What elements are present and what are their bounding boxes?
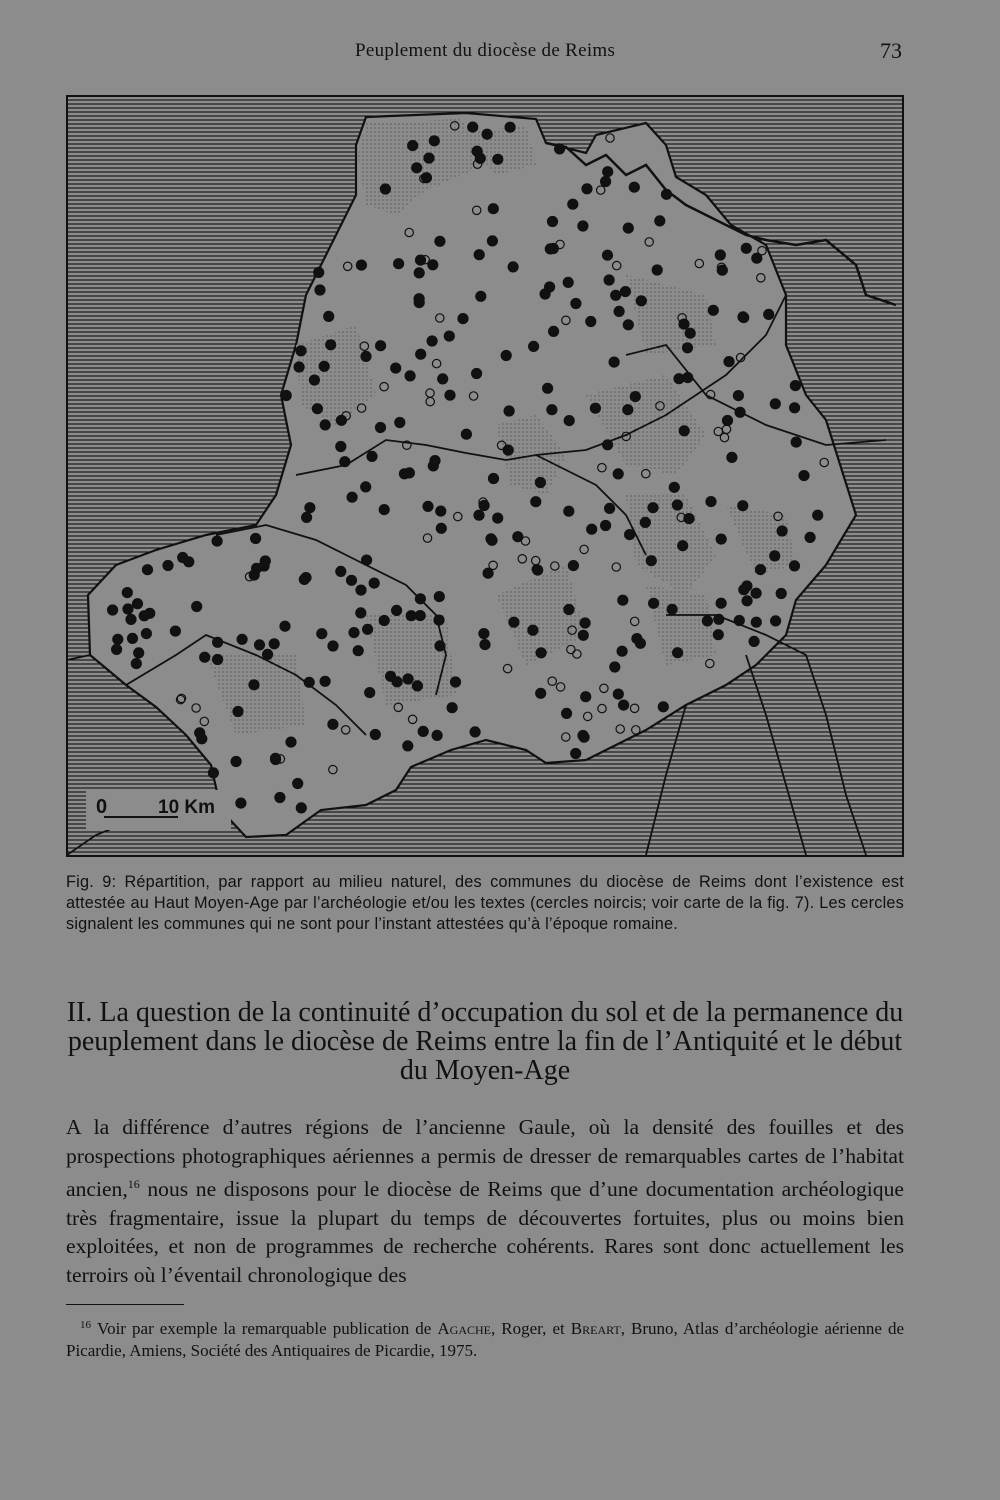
attested-commune-marker — [406, 611, 416, 621]
attested-commune-marker — [394, 259, 404, 269]
attested-commune-marker — [367, 451, 377, 461]
attested-commune-marker — [582, 184, 592, 194]
attested-commune-marker — [237, 634, 247, 644]
attested-commune-marker — [231, 757, 241, 767]
attested-commune-marker — [391, 363, 401, 373]
attested-commune-marker — [505, 122, 515, 132]
attested-commune-marker — [435, 641, 445, 651]
attested-commune-marker — [713, 630, 723, 640]
attested-commune-marker — [609, 357, 619, 367]
attested-commune-marker — [380, 184, 390, 194]
note-reference: 16 — [127, 1177, 140, 1191]
attested-commune-marker — [369, 578, 379, 588]
attested-commune-marker — [434, 615, 444, 625]
attested-commune-marker — [134, 648, 144, 658]
attested-commune-marker — [356, 585, 366, 595]
attested-commune-marker — [304, 677, 314, 687]
attested-commune-marker — [603, 440, 613, 450]
attested-commune-marker — [578, 221, 588, 231]
attested-commune-marker — [349, 628, 359, 638]
attested-commune-marker — [715, 250, 725, 260]
attested-commune-marker — [192, 602, 202, 612]
attested-commune-marker — [312, 404, 322, 414]
attested-commune-marker — [251, 534, 261, 544]
page-number: 73 — [880, 38, 902, 63]
attested-commune-marker — [141, 629, 151, 639]
running-head — [0, 38, 1000, 68]
attested-commune-marker — [733, 391, 743, 401]
attested-commune-marker — [314, 267, 324, 277]
attested-commune-marker — [610, 662, 620, 672]
attested-commune-marker — [611, 290, 621, 300]
attested-commune-marker — [399, 469, 409, 479]
footnote-author-2: Breart — [570, 1319, 621, 1338]
attested-commune-marker — [679, 426, 689, 436]
attested-commune-marker — [487, 236, 497, 246]
attested-commune-marker — [271, 753, 281, 763]
attested-commune-marker — [328, 641, 338, 651]
attested-commune-marker — [685, 328, 695, 338]
attested-commune-marker — [445, 390, 455, 400]
attested-commune-marker — [504, 406, 514, 416]
attested-commune-marker — [683, 343, 693, 353]
attested-commune-marker — [751, 588, 761, 598]
attested-commune-marker — [444, 331, 454, 341]
attested-commune-marker — [604, 275, 614, 285]
attested-commune-marker — [212, 536, 222, 546]
attested-commune-marker — [424, 153, 434, 163]
attested-commune-marker — [429, 136, 439, 146]
attested-commune-marker — [347, 575, 357, 585]
attested-commune-marker — [414, 298, 424, 308]
attested-commune-marker — [603, 250, 613, 260]
footnote-text-before: Voir par exemple la remarquable publication de — [97, 1319, 438, 1338]
attested-commune-marker — [126, 614, 136, 624]
attested-commune-marker — [548, 217, 558, 227]
attested-commune-marker — [652, 265, 662, 275]
attested-commune-marker — [474, 250, 484, 260]
attested-commune-marker — [361, 482, 371, 492]
section-title: La question de la continuité d’occupation du sol et de la permanence du peuplement dans le diocèse de Reims entre la fin de l’Antiquité et le début du Moyen-Age — [67, 997, 904, 1086]
footnote-text-after: , Bruno, Atlas d’archéologie aérienne de Picardie, Amiens, Société des Antiquaires de Picardie, 1975. — [66, 1319, 904, 1360]
attested-commune-marker — [564, 416, 574, 426]
attested-commune-marker — [739, 585, 749, 595]
attested-commune-marker — [412, 163, 422, 173]
footnote — [66, 1314, 904, 1362]
scale-zero: 0 — [96, 796, 108, 818]
attested-commune-marker — [403, 674, 413, 684]
attested-commune-marker — [673, 648, 683, 658]
attested-commune-marker — [764, 309, 774, 319]
attested-commune-marker — [777, 526, 787, 536]
attested-commune-marker — [436, 523, 446, 533]
attested-commune-marker — [749, 636, 759, 646]
attested-commune-marker — [293, 779, 303, 789]
attested-commune-marker — [249, 680, 259, 690]
attested-commune-marker — [213, 655, 223, 665]
attested-commune-marker — [508, 262, 518, 272]
attested-commune-marker — [200, 652, 210, 662]
attested-commune-marker — [108, 605, 118, 615]
attested-commune-marker — [302, 512, 312, 522]
attested-commune-marker — [623, 320, 633, 330]
attested-commune-marker — [724, 357, 734, 367]
attested-commune-marker — [790, 561, 800, 571]
attested-commune-marker — [296, 803, 306, 813]
attested-commune-marker — [799, 471, 809, 481]
attested-commune-marker — [581, 692, 591, 702]
attested-commune-marker — [365, 688, 375, 698]
attested-commune-marker — [568, 561, 578, 571]
attested-commune-marker — [535, 478, 545, 488]
attested-commune-marker — [208, 768, 218, 778]
attested-commune-marker — [320, 420, 330, 430]
attested-commune-marker — [706, 497, 716, 507]
attested-commune-marker — [620, 287, 630, 297]
attested-commune-marker — [370, 730, 380, 740]
attested-commune-marker — [436, 506, 446, 516]
attested-commune-marker — [392, 677, 402, 687]
attested-commune-marker — [328, 719, 338, 729]
attested-commune-marker — [317, 629, 327, 639]
attested-commune-marker — [493, 154, 503, 164]
footnote-author-1: Agache — [437, 1319, 491, 1338]
attested-commune-marker — [662, 189, 672, 199]
attested-commune-marker — [438, 374, 448, 384]
attested-commune-marker — [415, 594, 425, 604]
attested-commune-marker — [540, 289, 550, 299]
attested-commune-marker — [723, 416, 733, 426]
attested-commune-marker — [178, 553, 188, 563]
attested-commune-marker — [770, 399, 780, 409]
attested-commune-marker — [617, 646, 627, 656]
attested-commune-marker — [458, 314, 468, 324]
attested-commune-marker — [708, 305, 718, 315]
attested-commune-marker — [805, 532, 815, 542]
attested-commune-marker — [309, 375, 319, 385]
attested-commune-marker — [739, 313, 749, 323]
attested-commune-marker — [619, 700, 629, 710]
attested-commune-marker — [640, 517, 650, 527]
attested-commune-marker — [571, 299, 581, 309]
attested-commune-marker — [683, 373, 693, 383]
footnote-rule — [66, 1304, 184, 1305]
attested-commune-marker — [479, 629, 489, 639]
attested-commune-marker — [474, 510, 484, 520]
attested-commune-marker — [347, 492, 357, 502]
attested-commune-marker — [470, 727, 480, 737]
attested-commune-marker — [756, 565, 766, 575]
attested-commune-marker — [684, 514, 694, 524]
attested-commune-marker — [613, 689, 623, 699]
attested-commune-marker — [603, 167, 613, 177]
footnote-text-mid: , Roger, et — [490, 1319, 571, 1338]
attested-commune-marker — [123, 604, 133, 614]
attested-commune-marker — [646, 556, 656, 566]
attested-commune-marker — [447, 703, 457, 713]
attested-commune-marker — [571, 749, 581, 759]
attested-commune-marker — [590, 403, 600, 413]
attested-commune-marker — [635, 638, 645, 648]
attested-commune-marker — [468, 122, 478, 132]
attested-commune-marker — [790, 381, 800, 391]
attested-commune-marker — [299, 574, 309, 584]
attested-commune-marker — [536, 688, 546, 698]
attested-commune-marker — [601, 177, 611, 187]
attested-commune-marker — [501, 351, 511, 361]
attested-commune-marker — [379, 616, 389, 626]
attested-commune-marker — [414, 268, 424, 278]
attested-commune-marker — [255, 640, 265, 650]
attested-commune-marker — [305, 503, 315, 513]
attested-commune-marker — [286, 737, 296, 747]
attested-commune-marker — [649, 598, 659, 608]
attested-commune-marker — [578, 630, 588, 640]
attested-commune-marker — [716, 534, 726, 544]
attested-commune-marker — [418, 726, 428, 736]
attested-commune-marker — [395, 418, 405, 428]
attested-commune-marker — [564, 506, 574, 516]
attested-commune-marker — [353, 646, 363, 656]
attested-commune-marker — [324, 311, 334, 321]
attested-commune-marker — [679, 319, 689, 329]
attested-commune-marker — [630, 392, 640, 402]
attested-commune-marker — [315, 285, 325, 295]
attested-commune-marker — [727, 452, 737, 462]
attested-commune-marker — [412, 681, 422, 691]
attested-commune-marker — [623, 405, 633, 415]
attested-commune-marker — [770, 551, 780, 561]
attested-commune-marker — [356, 260, 366, 270]
attested-commune-marker — [294, 362, 304, 372]
attested-commune-marker — [423, 501, 433, 511]
attested-commune-marker — [163, 561, 173, 571]
attested-commune-marker — [376, 423, 386, 433]
attested-commune-marker — [741, 243, 751, 253]
figure-map — [66, 95, 904, 857]
attested-commune-marker — [486, 534, 496, 544]
map-of-diocese-icon — [66, 95, 904, 857]
attested-commune-marker — [170, 626, 180, 636]
body-text-start: A la différence d’autres régions de l’ancienne Gaule, où la densité des fouilles et des prospections photographiques aériennes a permis de dresser de remarquables cartes de l’habitat ancien, — [66, 1115, 904, 1201]
attested-commune-marker — [672, 500, 682, 510]
attested-commune-marker — [549, 326, 559, 336]
section-heading — [66, 998, 904, 1085]
attested-commune-marker — [618, 595, 628, 605]
attested-commune-marker — [586, 317, 596, 327]
attested-commune-marker — [579, 732, 589, 742]
attested-commune-marker — [427, 336, 437, 346]
attested-commune-marker — [563, 277, 573, 287]
attested-commune-marker — [776, 589, 786, 599]
attested-commune-marker — [480, 640, 490, 650]
attested-commune-marker — [601, 521, 611, 531]
attested-commune-marker — [493, 513, 503, 523]
attested-commune-marker — [476, 291, 486, 301]
attested-commune-marker — [528, 625, 538, 635]
attested-commune-marker — [139, 611, 149, 621]
attested-commune-marker — [655, 216, 665, 226]
attested-commune-marker — [430, 456, 440, 466]
attested-commune-marker — [197, 734, 207, 744]
body-paragraph — [66, 1113, 904, 1289]
attested-commune-marker — [734, 616, 744, 626]
attested-commune-marker — [587, 524, 597, 534]
attested-commune-marker — [605, 503, 615, 513]
attested-commune-marker — [536, 648, 546, 658]
attested-commune-marker — [738, 501, 748, 511]
attested-commune-marker — [340, 457, 350, 467]
attested-commune-marker — [555, 144, 565, 154]
attested-commune-marker — [669, 482, 679, 492]
attested-commune-marker — [143, 565, 153, 575]
attested-commune-marker — [269, 639, 279, 649]
attested-commune-marker — [133, 599, 143, 609]
attested-commune-marker — [614, 306, 624, 316]
attested-commune-marker — [548, 244, 558, 254]
attested-commune-marker — [543, 383, 553, 393]
attested-commune-marker — [483, 568, 493, 578]
attested-commune-marker — [790, 403, 800, 413]
attested-commune-marker — [813, 510, 823, 520]
attested-commune-marker — [128, 633, 138, 643]
attested-commune-marker — [580, 618, 590, 628]
attested-commune-marker — [252, 563, 262, 573]
attested-commune-marker — [336, 442, 346, 452]
attested-commune-marker — [320, 676, 330, 686]
attested-commune-marker — [263, 649, 273, 659]
attested-commune-marker — [408, 141, 418, 151]
attested-commune-marker — [742, 596, 752, 606]
attested-commune-marker — [529, 341, 539, 351]
attested-commune-marker — [379, 505, 389, 515]
attested-commune-marker — [275, 793, 285, 803]
attested-commune-marker — [564, 605, 574, 615]
attested-commune-marker — [403, 741, 413, 751]
attested-commune-marker — [113, 634, 123, 644]
attested-commune-marker — [435, 236, 445, 246]
section-number: II. — [66, 997, 93, 1028]
attested-commune-marker — [658, 702, 668, 712]
attested-commune-marker — [280, 621, 290, 631]
attested-commune-marker — [625, 530, 635, 540]
attested-commune-marker — [613, 469, 623, 479]
attested-commune-marker — [751, 617, 761, 627]
attested-commune-marker — [363, 624, 373, 634]
attested-commune-marker — [376, 341, 386, 351]
attested-commune-marker — [531, 497, 541, 507]
attested-commune-marker — [648, 503, 658, 513]
attested-commune-marker — [296, 346, 306, 356]
attested-commune-marker — [434, 592, 444, 602]
figure-caption: Fig. 9: Répartition, par rapport au milieu naturel, des communes du diocèse de Reims dont l’existence est attestée au Haut Moyen-Age par l’archéologie et/ou les textes (cercles noircis; voir carte de la fig. 7). Les cercles signalent les communes qui ne sont pour l’instant attestées qu’à l’époque romaine. — [66, 873, 904, 933]
attested-commune-marker — [236, 798, 246, 808]
attested-commune-marker — [336, 566, 346, 576]
attested-commune-marker — [319, 361, 329, 371]
scale-label: 10 Km — [158, 797, 216, 818]
attested-commune-marker — [432, 730, 442, 740]
attested-commune-marker — [702, 616, 712, 626]
attested-commune-marker — [461, 429, 471, 439]
attested-commune-marker — [509, 617, 519, 627]
attested-commune-marker — [714, 614, 724, 624]
attested-commune-marker — [771, 616, 781, 626]
attested-commune-marker — [489, 474, 499, 484]
attested-commune-marker — [405, 371, 415, 381]
attested-commune-marker — [716, 598, 726, 608]
attested-commune-marker — [503, 445, 513, 455]
running-title: Peuplement du diocèse de Reims — [355, 40, 616, 61]
attested-commune-marker — [488, 204, 498, 214]
footnote-marker: 16 — [80, 1319, 91, 1331]
attested-commune-marker — [451, 677, 461, 687]
attested-commune-marker — [562, 708, 572, 718]
attested-commune-marker — [547, 405, 557, 415]
attested-commune-marker — [568, 199, 578, 209]
attested-commune-marker — [472, 369, 482, 379]
attested-commune-marker — [260, 556, 270, 566]
attested-commune-marker — [122, 588, 132, 598]
attested-commune-marker — [482, 129, 492, 139]
attested-commune-marker — [791, 437, 801, 447]
attested-commune-marker — [281, 391, 291, 401]
body-text-rest: nous ne disposons pour le diocèse de Reims que d’une documentation archéologique très fragmentaire, issue la plupart du temps de découvertes fortuites, plus ou moins bien exploitées, et non de programmes de recherche cohérents. Rares sont donc actuellement les terroirs où l’éventail chronologique des — [66, 1177, 904, 1287]
attested-commune-marker — [362, 555, 372, 565]
attested-commune-marker — [667, 604, 677, 614]
attested-commune-marker — [678, 541, 688, 551]
attested-commune-marker — [361, 351, 371, 361]
attested-commune-marker — [735, 407, 745, 417]
attested-commune-marker — [629, 182, 639, 192]
attested-commune-marker — [233, 707, 243, 717]
attested-commune-marker — [392, 605, 402, 615]
attested-commune-marker — [112, 644, 122, 654]
attested-commune-marker — [356, 608, 366, 618]
attested-commune-marker — [326, 340, 336, 350]
attested-commune-marker — [623, 223, 633, 233]
attested-commune-marker — [636, 296, 646, 306]
attested-commune-marker — [213, 637, 223, 647]
attested-commune-marker — [131, 659, 141, 669]
attested-commune-marker — [416, 349, 426, 359]
